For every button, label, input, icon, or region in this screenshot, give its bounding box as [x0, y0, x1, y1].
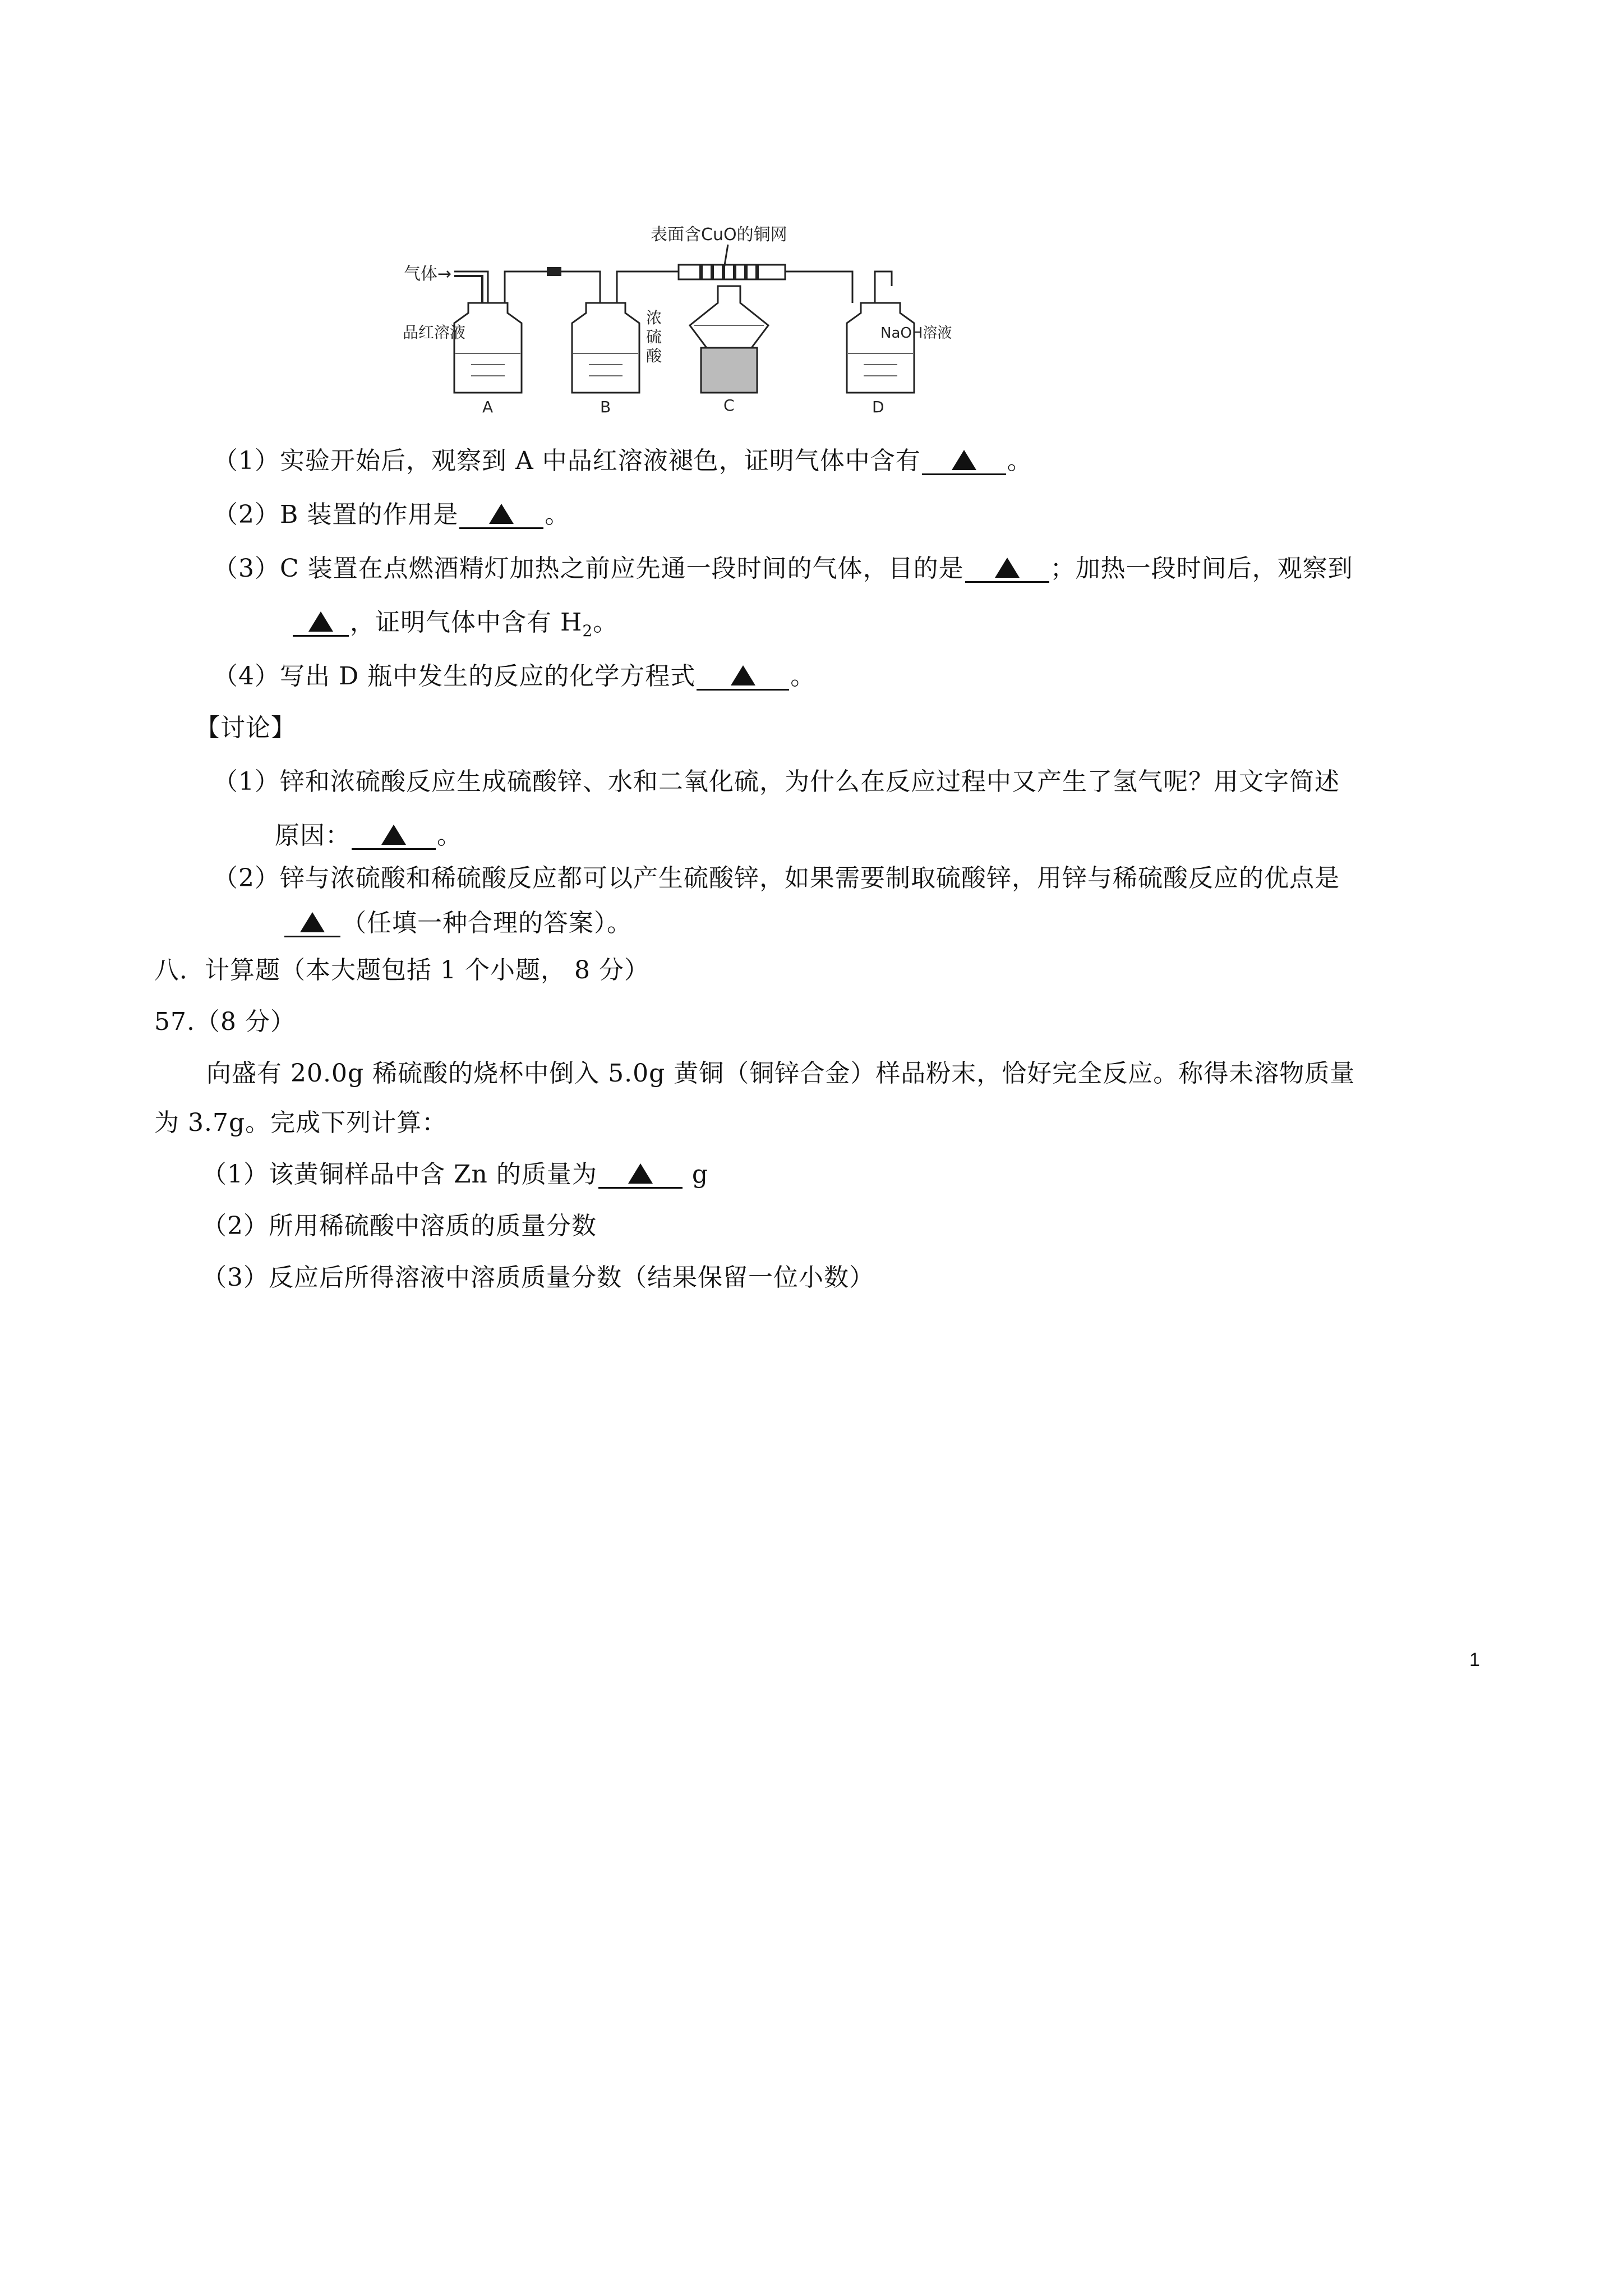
question-57-part-3: （3）反应后所得溶液中溶质质量分数（结果保留一位小数）	[202, 1263, 874, 1292]
triangle-icon	[995, 558, 1020, 578]
bottle-b-label-2: 硫	[646, 328, 662, 346]
discussion-1-line-2: 原因： 。	[275, 821, 462, 850]
bottle-b-label-1: 浓	[646, 309, 662, 327]
answer-blank[interactable]	[965, 553, 1049, 583]
triangle-icon	[308, 611, 333, 632]
bottle-d-letter: D	[872, 398, 884, 415]
discussion-2-line-2: （任填一种合理的答案）。	[283, 907, 632, 940]
question-3-line-2: ，证明气体中含有 $H_2$。	[292, 606, 618, 648]
page-number: 1	[1469, 1649, 1480, 1671]
bottle-b-label-3: 酸	[646, 347, 662, 365]
answer-blank[interactable]	[284, 908, 340, 937]
bottle-a-letter: A	[482, 398, 494, 415]
answer-blank[interactable]	[697, 661, 789, 691]
triangle-icon	[628, 1163, 653, 1184]
lamp-c-letter: C	[723, 396, 735, 415]
answer-blank[interactable]	[459, 499, 543, 529]
bottle-b-letter: B	[600, 398, 611, 415]
discussion-1: （1）锌和浓硫酸反应生成硫酸锌、水和二氧化硫，为什么在反应过程中又产生了氢气呢？用文字简述	[213, 767, 1340, 796]
question-3: （3）C 装置在点燃酒精灯加热之前应先通一段时间的气体，目的是 ；加热一段时间后，观察到	[213, 554, 1353, 583]
answer-blank[interactable]	[293, 607, 349, 637]
bottle-a-label: 品红溶液	[403, 323, 466, 342]
answer-blank[interactable]	[352, 820, 436, 850]
apparatus-diagram	[387, 213, 1004, 415]
question-57-stem-1: 向盛有 20.0g 稀硫酸的烧杯中倒入 5.0g 黄铜（铜锌合金）样品粉末，恰好完全反应。称得未溶物质量	[206, 1059, 1355, 1088]
section-title: 八．计算题（本大题包括 1 个小题， 8 分）	[154, 956, 649, 984]
answer-blank[interactable]	[598, 1159, 683, 1189]
copper-mesh-label: 表面含CuO的铜网	[651, 225, 787, 245]
question-4: （4）写出 D 瓶中发生的反应的化学方程式 。	[213, 662, 816, 691]
triangle-icon	[300, 912, 325, 932]
question-57-part-2: （2）所用稀硫酸中溶质的质量分数	[202, 1212, 597, 1240]
bottle-d-label: NaOH溶液	[880, 325, 952, 342]
triangle-icon	[952, 450, 976, 470]
question-57-number: 57.（8 分）	[154, 1007, 296, 1036]
question-1: （1）实验开始后，观察到 A 中品红溶液褪色，证明气体中含有 。	[213, 447, 1032, 475]
question-57-stem-2: 为 3.7g。完成下列计算：	[154, 1108, 448, 1137]
discussion-header: 【讨论】	[195, 714, 296, 742]
triangle-icon	[381, 825, 406, 845]
triangle-icon	[489, 504, 514, 524]
gas-inlet-label: 气体→	[404, 264, 452, 284]
answer-blank[interactable]	[922, 445, 1006, 475]
question-57-part-1: （1）该黄铜样品中含 Zn 的质量为 g	[202, 1160, 709, 1189]
question-2: （2）B 装置的作用是 。	[213, 500, 570, 529]
triangle-icon	[731, 665, 755, 685]
discussion-2: （2）锌与浓硫酸和稀硫酸反应都可以产生硫酸锌，如果需要制取硫酸锌，用锌与稀硫酸反应的优点是	[213, 864, 1340, 892]
